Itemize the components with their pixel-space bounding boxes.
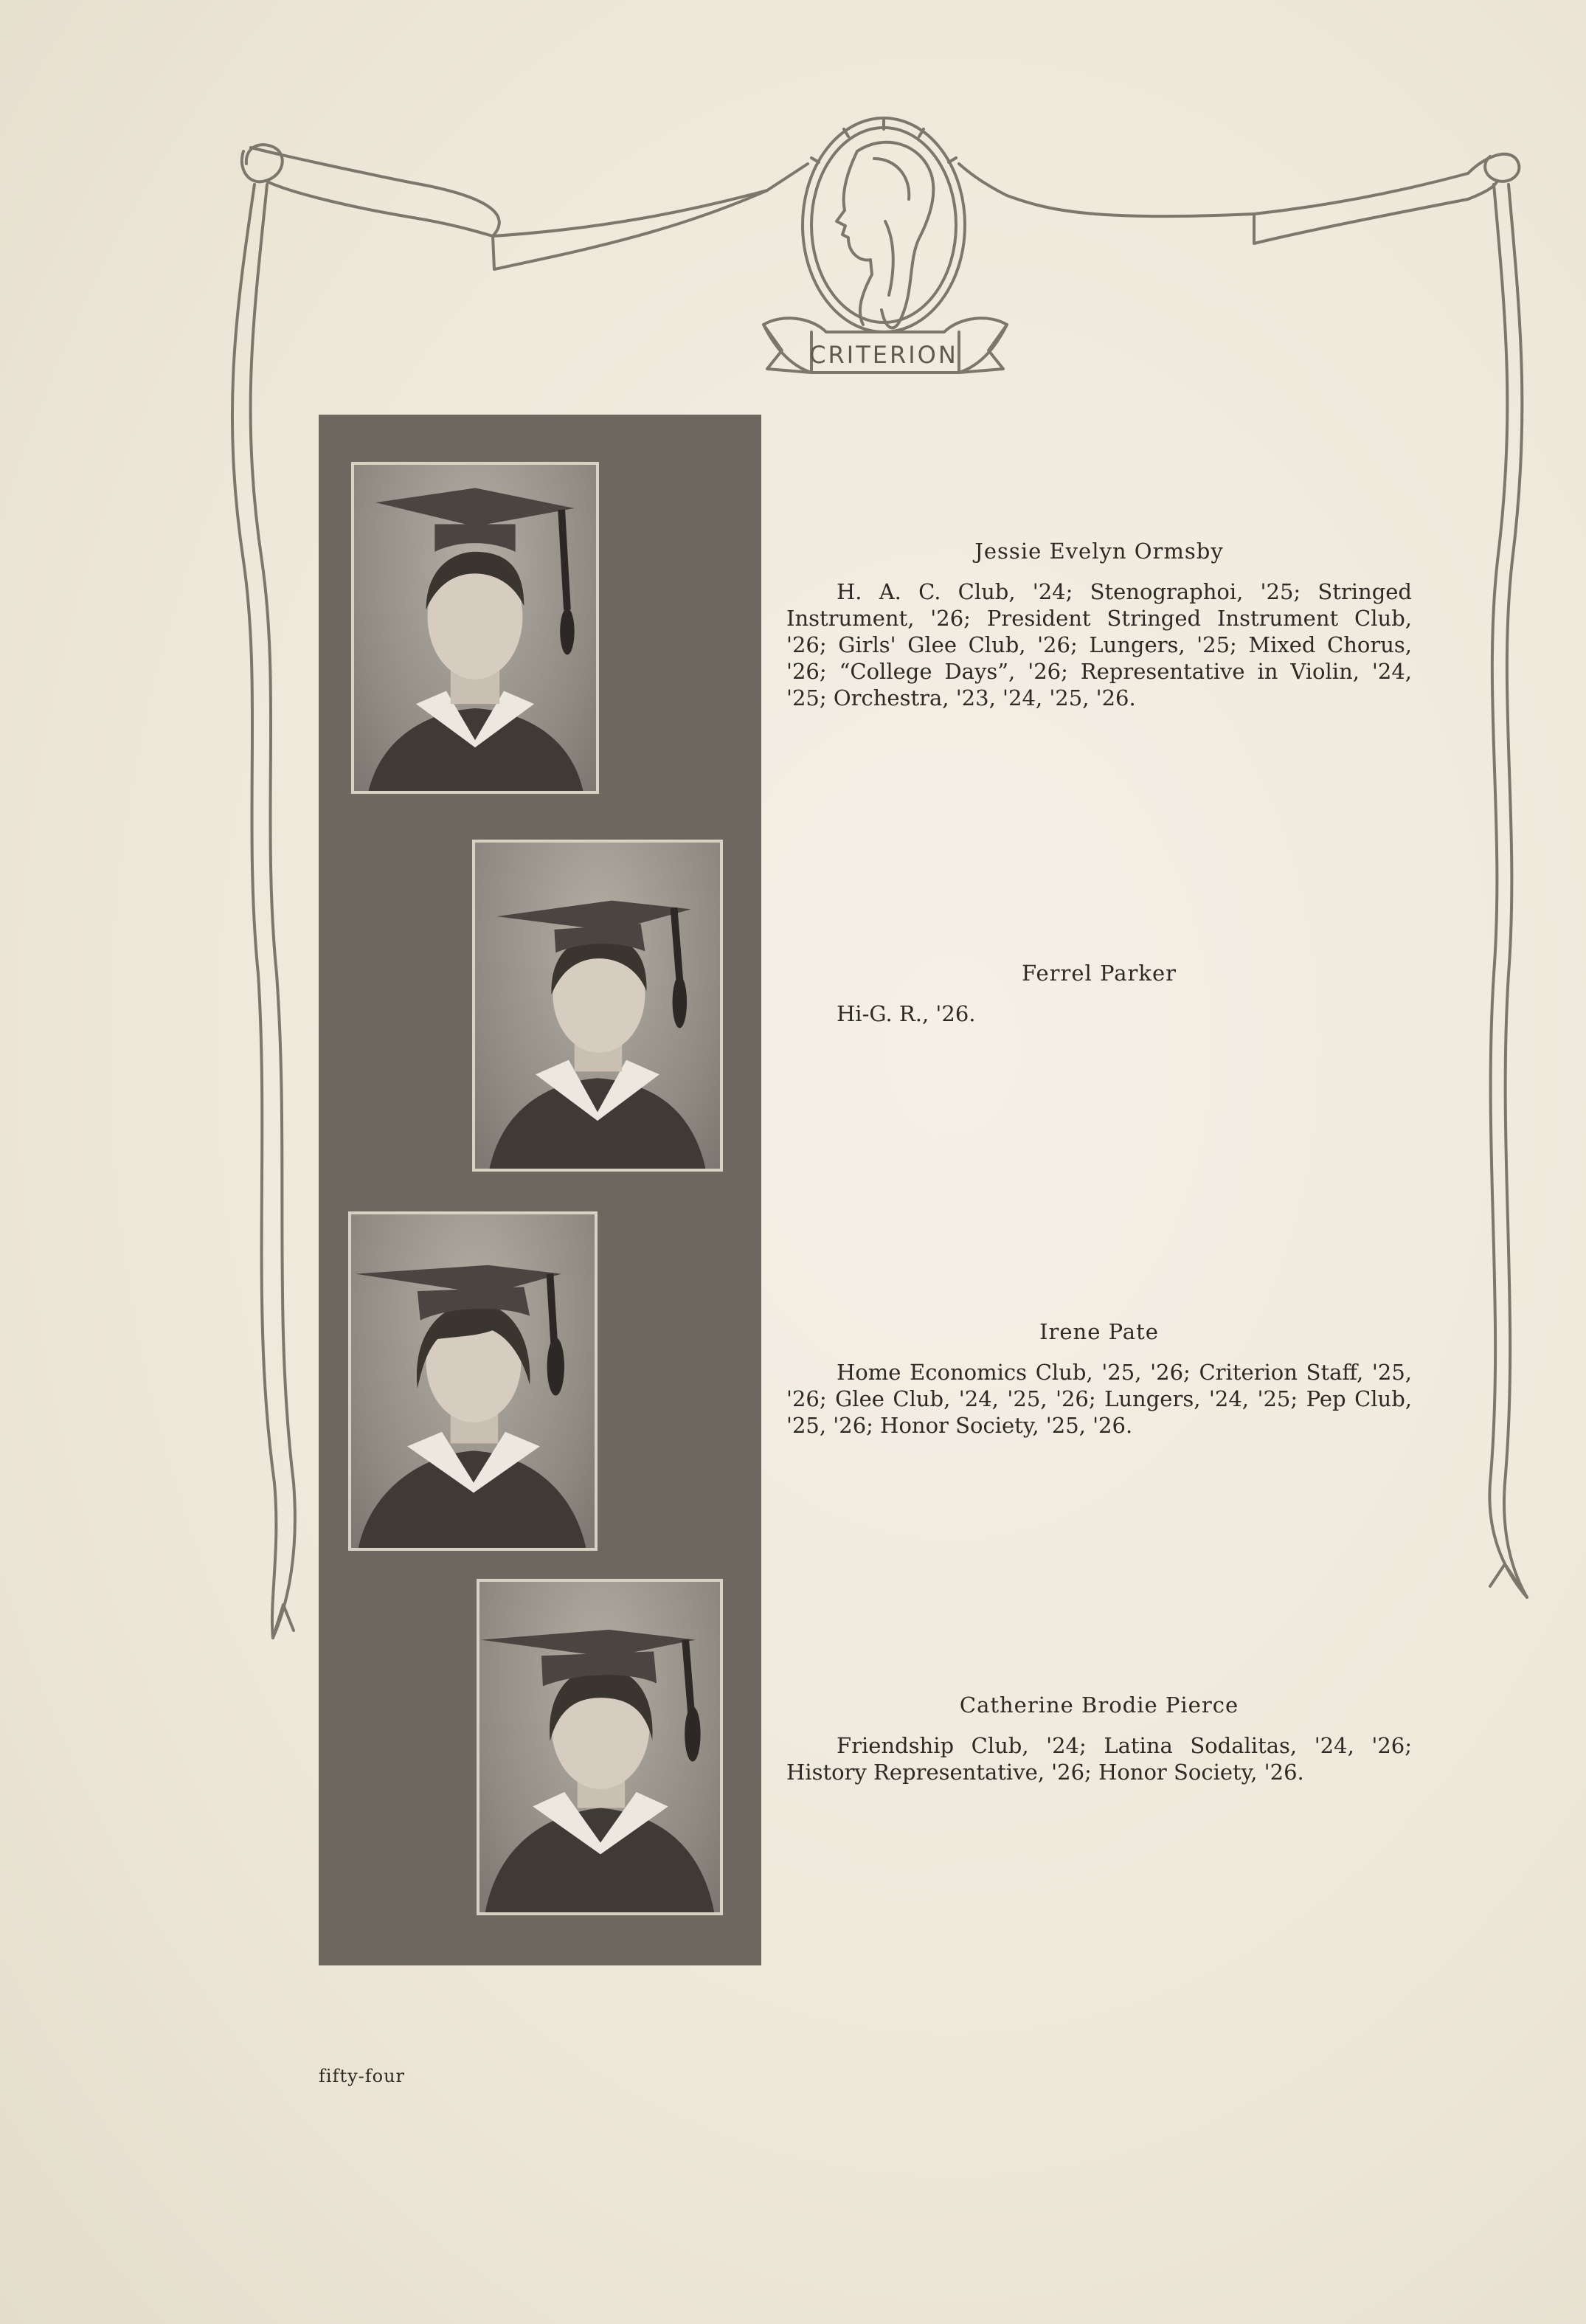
student-activities: Home Economics Club, '25, '26; Criterion Staff, '25, '26; Glee Club, '24, '25, '26; Lungers, '24, '25; Pep Club, '25, '26; Honor Society, '25, '26. xyxy=(786,1360,1412,1438)
student-activities: Friendship Club, '24; Latina Sodalitas, '24, '26; History Representative, '26; Honor Society, '26. xyxy=(786,1733,1412,1785)
student-entry xyxy=(786,961,1412,1027)
photo-strip xyxy=(319,415,761,1965)
student-entry xyxy=(786,1692,1412,1785)
student-name: Irene Pate xyxy=(1039,1319,1159,1344)
page-number: fifty-four xyxy=(319,2066,406,2086)
student-entry xyxy=(786,1319,1412,1439)
portrait-photo-1 xyxy=(351,462,599,794)
student-name: Catherine Brodie Pierce xyxy=(959,1692,1239,1718)
student-name: Jessie Evelyn Ormsby xyxy=(974,539,1224,564)
student-activities: Hi-G. R., '26. xyxy=(837,1001,976,1026)
student-name: Ferrel Parker xyxy=(1021,961,1177,986)
portrait-photo-3 xyxy=(348,1211,598,1551)
portrait-photo-4 xyxy=(477,1579,723,1915)
student-entry xyxy=(786,539,1412,711)
emblem-label: CRITERION xyxy=(809,341,958,369)
student-activities: H. A. C. Club, '24; Stenographoi, '25; Stringed Instrument, '26; President Stringed Instrument Club, '26; Girls' Glee Club, '26; Lungers, '25; Mixed Chorus, '26; “College Days”, '26; Representative in Violin, '24, '25; Orchestra, '23, '24, '25, '26. xyxy=(786,579,1412,710)
portrait-photo-2 xyxy=(472,840,723,1172)
